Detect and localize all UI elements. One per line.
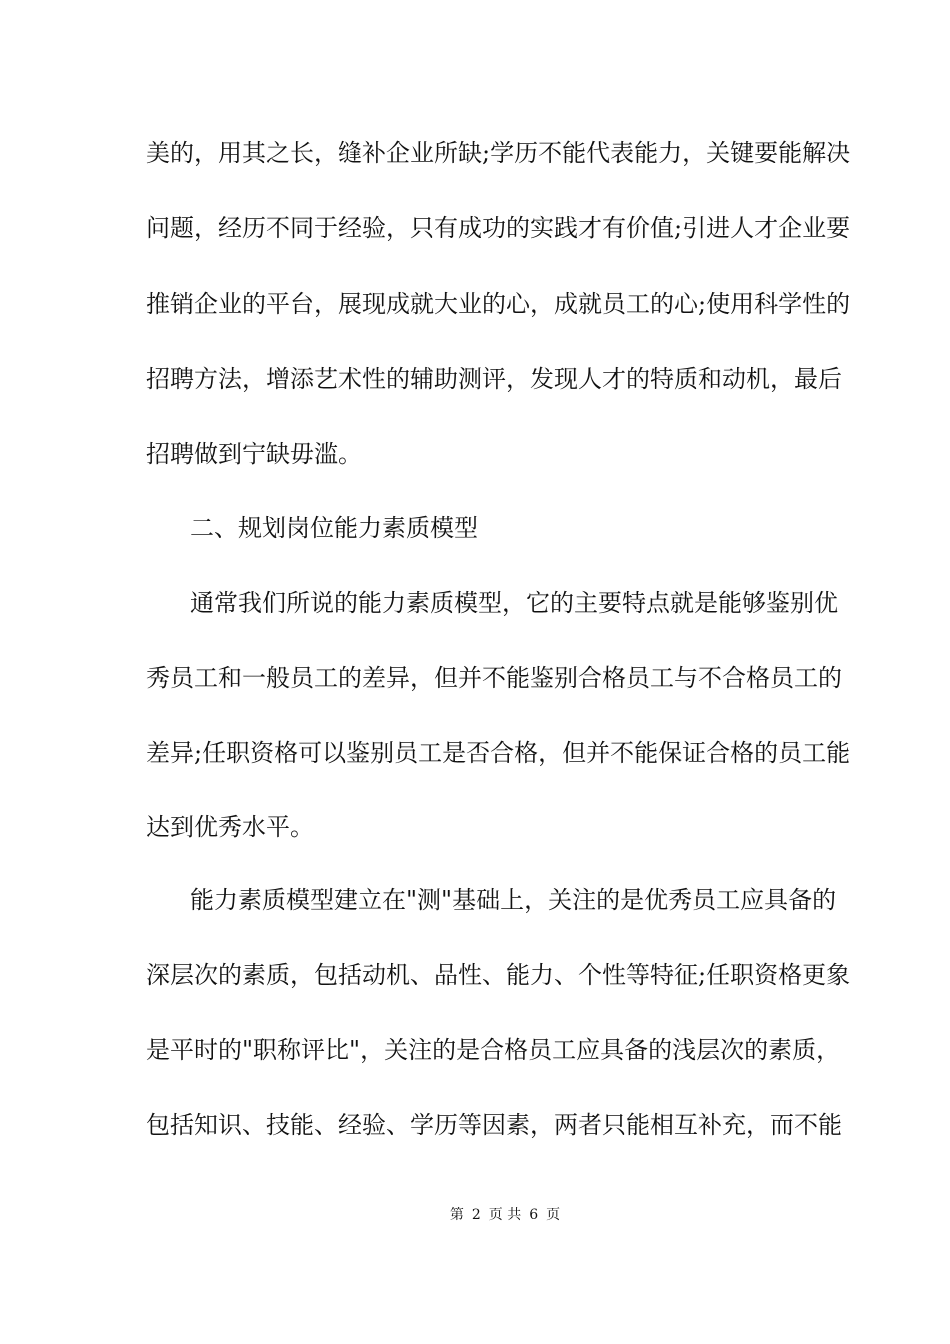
body-line: 深层次的素质，包括动机、品性、能力、个性等特征;任职资格更象	[146, 961, 851, 989]
body-line: 是平时的"职称评比"，关注的是合格员工应具备的浅层次的素质，	[146, 1036, 841, 1064]
body-line: 能力素质模型建立在"测"基础上，关注的是优秀员工应具备的	[190, 886, 837, 914]
body-line: 秀员工和一般员工的差异，但并不能鉴别合格员工与不合格员工的	[146, 664, 842, 692]
footer-suffix: 页	[546, 1207, 561, 1223]
footer-middle: 页 共	[488, 1207, 522, 1223]
body-line: 问题，经历不同于经验，只有成功的实践才有价值;引进人才企业要	[146, 214, 851, 242]
footer-prefix: 第	[449, 1207, 464, 1223]
section-heading: 二、规划岗位能力素质模型	[190, 514, 478, 542]
footer-total-pages: 6	[529, 1207, 539, 1223]
footer-current-page: 2	[471, 1207, 481, 1223]
body-line: 通常我们所说的能力素质模型，它的主要特点就是能够鉴别优	[190, 589, 838, 617]
page-footer	[0, 1205, 950, 1225]
body-line: 美的，用其之长，缝补企业所缺;学历不能代表能力，关键要能解决	[146, 139, 851, 167]
body-line: 招聘做到宁缺毋滥。	[146, 440, 362, 468]
body-line: 包括知识、技能、经验、学历等因素，两者只能相互补充，而不能	[146, 1111, 842, 1139]
body-line: 差异;任职资格可以鉴别员工是否合格，但并不能保证合格的员工能	[146, 739, 851, 767]
body-line: 招聘方法，增添艺术性的辅助测评，发现人才的特质和动机，最后	[146, 365, 842, 393]
body-line: 达到优秀水平。	[146, 813, 314, 841]
body-line: 推销企业的平台，展现成就大业的心，成就员工的心;使用科学性的	[146, 290, 851, 318]
